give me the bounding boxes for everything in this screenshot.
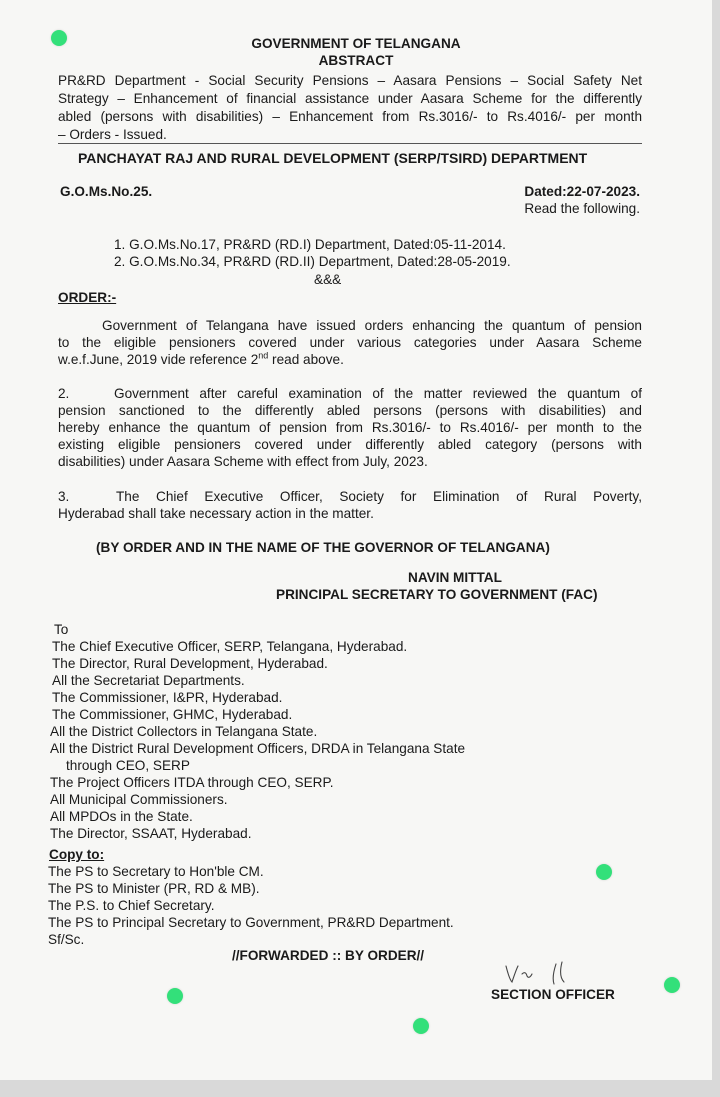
separator-mark: &&& xyxy=(314,272,342,287)
order-heading: ORDER:- xyxy=(58,290,117,305)
copy-item: The PS to Minister (PR, RD & MB). xyxy=(48,881,260,896)
recipient-item: The Director, SSAAT, Hyderabad. xyxy=(50,826,252,841)
divider xyxy=(58,143,642,144)
green-marker-dot xyxy=(413,1018,429,1034)
department-title: PANCHAYAT RAJ AND RURAL DEVELOPMENT (SERP/TSIRD) DEPARTMENT xyxy=(78,150,588,166)
recipient-item: The Commissioner, GHMC, Hyderabad. xyxy=(52,707,293,722)
paragraph-line: hereby enhance the quantum of pension from Rs.3016/- to Rs.4016/- per month to the xyxy=(58,420,642,435)
signatory-title: PRINCIPAL SECRETARY TO GOVERNMENT (FAC) xyxy=(276,587,598,602)
paragraph-line: to the eligible pensioners covered under various categories under Aasara Scheme xyxy=(58,335,642,350)
recipient-item: All the Secretariat Departments. xyxy=(52,673,245,688)
paragraph-line: disabilities) under Aasara Scheme with effect from July, 2023. xyxy=(58,454,428,469)
recipient-item: The Director, Rural Development, Hyderabad. xyxy=(52,656,328,671)
recipient-item: All Municipal Commissioners. xyxy=(50,792,228,807)
abstract-line: abled (persons with disabilities) – Enhancement from Rs.3016/- to Rs.4016/- per month xyxy=(58,109,642,124)
go-number: G.O.Ms.No.25. xyxy=(60,184,153,199)
read-following: Read the following. xyxy=(524,201,640,216)
recipient-item: All MPDOs in the State. xyxy=(50,809,193,824)
reference-item: 1. G.O.Ms.No.17, PR&RD (RD.I) Department, Dated:05-11-2014. xyxy=(114,237,506,252)
copy-item: The PS to Principal Secretary to Government, PR&RD Department. xyxy=(48,915,454,930)
paragraph-line: Hyderabad shall take necessary action in the matter. xyxy=(58,506,374,521)
paragraph-number: 3. xyxy=(58,489,70,504)
government-title: GOVERNMENT OF TELANGANA xyxy=(251,36,461,51)
paragraph-line: w.e.f.June, 2019 vide reference 2nd read above. xyxy=(58,350,344,367)
order-date: Dated:22-07-2023. xyxy=(524,184,640,199)
recipient-item: The Chief Executive Officer, SERP, Telangana, Hyderabad. xyxy=(52,639,408,654)
section-officer-label: SECTION OFFICER xyxy=(491,987,615,1002)
signatory-name: NAVIN MITTAL xyxy=(408,570,502,585)
paragraph-line: The Chief Executive Officer, Society for Elimination of Rural Poverty, xyxy=(116,489,642,504)
reference-item: 2. G.O.Ms.No.34, PR&RD (RD.II) Department, Dated:28-05-2019. xyxy=(114,254,511,269)
paragraph-line: existing eligible pensioners covered under differently abled category (persons with xyxy=(58,437,642,452)
paragraph-number: 2. xyxy=(58,386,70,401)
green-marker-dot xyxy=(664,977,680,993)
handwritten-signature xyxy=(500,960,590,986)
abstract-label: ABSTRACT xyxy=(318,53,394,68)
recipient-item: The Project Officers ITDA through CEO, SERP. xyxy=(50,775,334,790)
green-marker-dot xyxy=(596,864,612,880)
recipient-item: through CEO, SERP xyxy=(66,758,190,773)
abstract-line: Strategy – Enhancement of financial assistance under Aasara Scheme for the differently xyxy=(58,91,642,106)
recipient-item: The Commissioner, I&PR, Hyderabad. xyxy=(52,690,283,705)
governor-order-line: (BY ORDER AND IN THE NAME OF THE GOVERNOR OF TELANGANA) xyxy=(96,540,550,555)
abstract-line: – Orders - Issued. xyxy=(58,127,167,142)
forwarded-line: //FORWARDED :: BY ORDER// xyxy=(232,948,425,963)
copy-item: The P.S. to Chief Secretary. xyxy=(48,898,215,913)
copy-item: The PS to Secretary to Hon'ble CM. xyxy=(48,864,264,879)
paragraph-line: Government after careful examination of the matter reviewed the quantum of xyxy=(114,386,642,401)
copy-to-label: Copy to: xyxy=(49,847,105,862)
recipient-item: All the District Rural Development Officers, DRDA in Telangana State xyxy=(50,741,466,756)
paragraph-line: pension sanctioned to the differently abled persons (persons with disabilities) and xyxy=(58,403,642,418)
paragraph-line: Government of Telangana have issued orders enhancing the quantum of pension xyxy=(102,318,642,333)
to-label: To xyxy=(54,622,69,637)
abstract-line: PR&RD Department - Social Security Pensions – Aasara Pensions – Social Safety Net xyxy=(58,73,642,88)
recipient-item: All the District Collectors in Telangana State. xyxy=(50,724,318,739)
green-marker-dot xyxy=(167,988,183,1004)
copy-item: Sf/Sc. xyxy=(48,932,85,947)
